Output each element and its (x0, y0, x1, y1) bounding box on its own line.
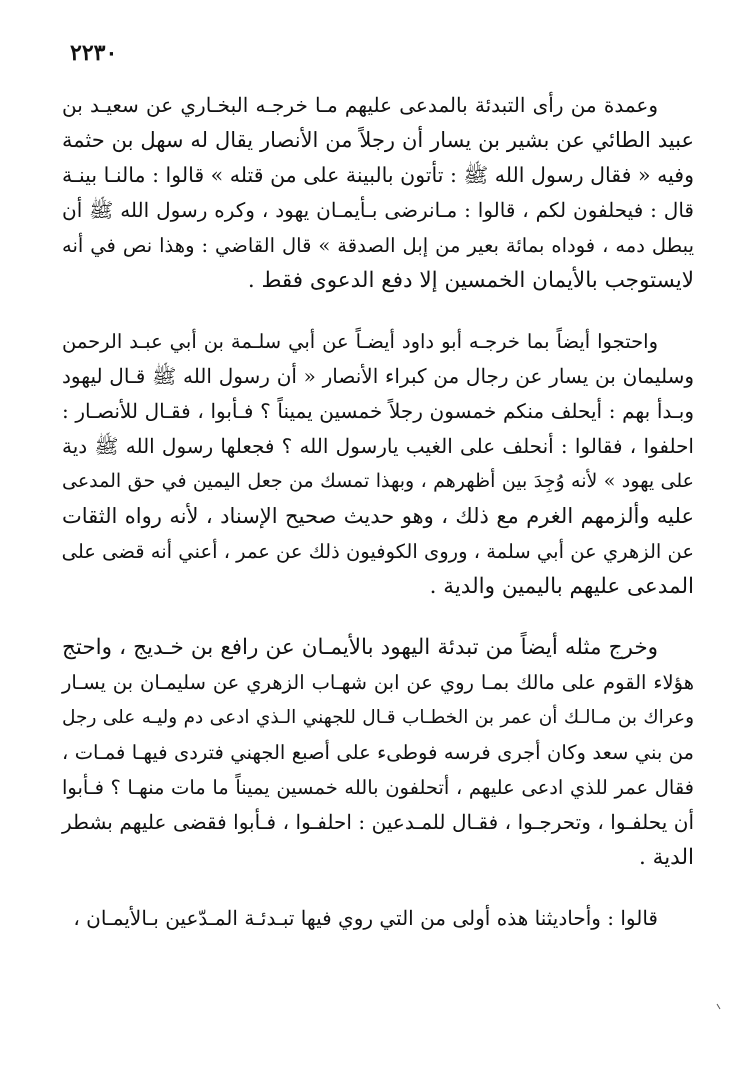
text-line: وبـدأ بهم : أيحلف منكم خمسون رجلاً خمسين يميناً ؟ فـأبوا ، فقـال للأنصـار : (62, 399, 694, 423)
body-text (62, 88, 694, 936)
text-line: لايستوجب بالأيمان الخمسين إلا دفع الدعوى فقط . (247, 268, 694, 293)
scan-mark (716, 1003, 722, 1011)
text-line: وفيه « فقال رسول الله ﷺ : تأتون بالبينة على من قتله » قالوا : مالنـا بينـة (62, 163, 694, 187)
text-line: قال : فيحلفون لكم ، قالوا : مـانرضى بـأيمـان يهود ، وكره رسول الله ﷺ أن (62, 198, 694, 222)
text-line: وسليمان بن يسار عن رجال من كبراء الأنصار « أن رسول الله ﷺ قـال ليهود (62, 364, 694, 388)
text-line: عن الزهري عن أبي سلمة ، وروى الكوفيون ذلك عن عمر ، أعني أنه قضى على (61, 540, 694, 563)
text-line: من بني سعد وكان أجرى فرسه فوطىء على أصبع الجهني فتردى فيهـا فمـات ، (62, 741, 694, 764)
paragraph-2 (62, 324, 694, 604)
text-line: وعمدة من رأى التبدئة بالمدعى عليهم مـا خرجـه البخـاري عن سعيـد بن (62, 93, 658, 117)
text-line: واحتجوا أيضاً بما خرجـه أبو داود أيضـاً عن أبي سلـمة بن أبي عبـد الرحمن (62, 330, 658, 353)
paragraph-3 (62, 630, 694, 875)
paragraph-4 (62, 901, 694, 936)
text-line: فقال عمر للذي ادعى عليهم ، أتحلفون بالله خمسين يميناً ما مات منهـا ؟ فـأبوا (62, 776, 694, 799)
text-line: قالوا : وأحاديثنا هذه أولى من التي روي فيها تبـدئـة المـدّعين بـالأيمـان ، (73, 906, 658, 930)
text-line: يبطل دمه ، فوداه بمائة بعير من إبل الصدقة » قال القاضي : وهذا نص في أنه (62, 234, 694, 257)
text-line: المدعى عليهم باليمين والدية . (429, 574, 694, 599)
text-line: أن يحلفـوا ، وتحرجـوا ، فقـال للمـدعين : احلفـوا ، فـأبوا فقضى عليهم بشطر (62, 810, 694, 834)
text-line: احلفوا ، فقالوا : أنحلف على الغيب يارسول الله ؟ فجعلها رسول الله ﷺ دية (62, 434, 694, 458)
text-line: هؤلاء القوم على مالك بمـا روي عن ابن شهـاب الزهري عن سليمـان بن يسـار (62, 671, 694, 694)
text-line: الدية . (639, 845, 694, 870)
text-line: على يهود » لأنه وُجِدَ بين أظهرهم ، وبهذا تمسك من جعل اليمين في حق المدعى (62, 470, 694, 492)
paragraph-1 (62, 88, 694, 298)
text-line: عليه وألزمهم الغرم مع ذلك ، وهو حديث صحيح الإسناد ، لأنه رواه الثقات (62, 504, 694, 528)
text-line: وعراك بن مـالـك أن عمر بن الخطـاب قـال للجهني الـذي ادعى دم وليـه على رجل (62, 707, 695, 728)
page-number: ٢٢٣٠ (70, 40, 118, 66)
text-line: وخرج مثله أيضاً من تبدئة اليهود بالأيمـان عن رافع بن خـديج ، واحتج (62, 635, 658, 660)
text-line: عبيد الطائي عن بشير بن يسار أن رجلاً من الأنصار يقال له سهل بن حثمة (62, 128, 694, 152)
